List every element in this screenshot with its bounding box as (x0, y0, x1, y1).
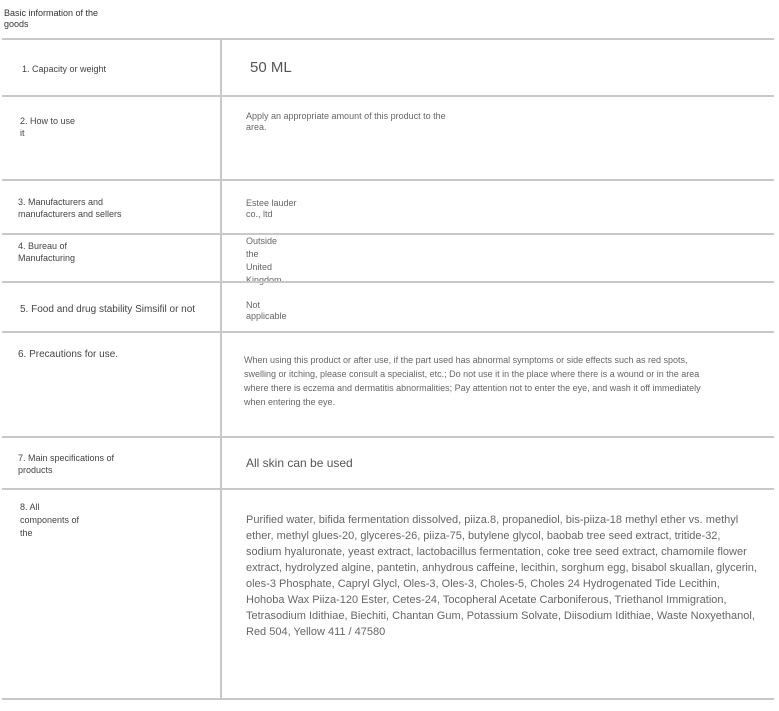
row-label: 1. Capacity or weight (22, 64, 107, 74)
row-label-cell (2, 490, 222, 698)
row-value: Outside the United Kingdom (246, 236, 282, 285)
row-value: Apply an appropriate amount of this product to the area. (246, 111, 446, 132)
row-label-cell (2, 333, 222, 436)
row-label: 4. Bureau of Manufacturing (18, 241, 76, 263)
row-value: All skin can be used (246, 456, 353, 470)
row-value-cell (224, 333, 774, 436)
row-label: 8. All components of the (20, 502, 80, 538)
row-value-cell (224, 97, 774, 179)
row-label: 5. Food and drug stability Simsifil or not (20, 304, 196, 315)
row-label: 3. Manufacturers and manufacturers and sellers (18, 197, 122, 219)
table-row (2, 488, 774, 700)
row-value: When using this product or after use, if the part used has abnormal symptoms or side effects such as red spots, swelling or itching, please consult a specialist, etc.; Do not use it in the place where there is a wound or in the area where there is eczema and dermatitis abnormalities; Pay attention not to enter the eye, and wash it off immediately when entering the eye. (244, 355, 701, 407)
table-row (2, 331, 774, 436)
row-label: 6. Precautions for use. (18, 349, 119, 360)
page-title: Basic information of the goods (4, 8, 99, 29)
row-label-cell (2, 438, 222, 488)
table-row (2, 38, 774, 95)
row-label: 2. How to use it (20, 116, 76, 138)
row-label-cell (2, 97, 222, 179)
row-value-cell (224, 235, 774, 285)
table-row (2, 179, 774, 233)
table-row (2, 436, 774, 488)
row-value-cell (224, 181, 774, 233)
row-label-cell (2, 181, 222, 233)
row-value-cell (224, 40, 774, 95)
row-value: Estee lauder co., ltd (246, 198, 297, 219)
table-row (2, 95, 774, 179)
row-value: Purified water, bifida fermentation dissolved, piiza.8, propanediol, bis-piiza-18 methyl ether vs. methyl ether, methyl glues-20, glyceres-26, piiza-75, butylene glycol, baobab tree seed extract, tritide-32, sodium hyaluronate, yeast extract, lactobacillus fermentation, coke tree seed extract, chamomile flower extract, hydrolyzed algine, pantetin, anhydrous caffeine, lecithin, sorghum egg, bisabol skuallan, glycerin, oles-3 Phosphate, Capryl Glycl, Oles-3, Oles-3, Choles-5, Choles 24 Hydrogenated Tide Lecithin, Hohoba Wax Piiza-120 Ester, Cetes-24, Tocopheral Acetate Carboniferous, Triethanol Immigration, Tetrasodium Idithiae, Biechiti, Chantan Gum, Potassium Solvate, Diisodium Idithiae, Waste Noxyethanol, Red 504, Yellow 411 / 47580 (246, 514, 757, 638)
table-row (2, 281, 774, 331)
row-label-cell (2, 235, 222, 281)
row-label-cell (2, 283, 222, 331)
row-value-cell (224, 490, 774, 698)
table-row (2, 233, 774, 285)
row-value: 50 ML (250, 59, 292, 76)
row-label-cell (2, 40, 222, 95)
row-value-cell (224, 283, 774, 331)
row-value-cell (224, 438, 774, 488)
row-value: Not applicable (246, 300, 287, 321)
row-label: 7. Main specifications of products (18, 453, 115, 475)
